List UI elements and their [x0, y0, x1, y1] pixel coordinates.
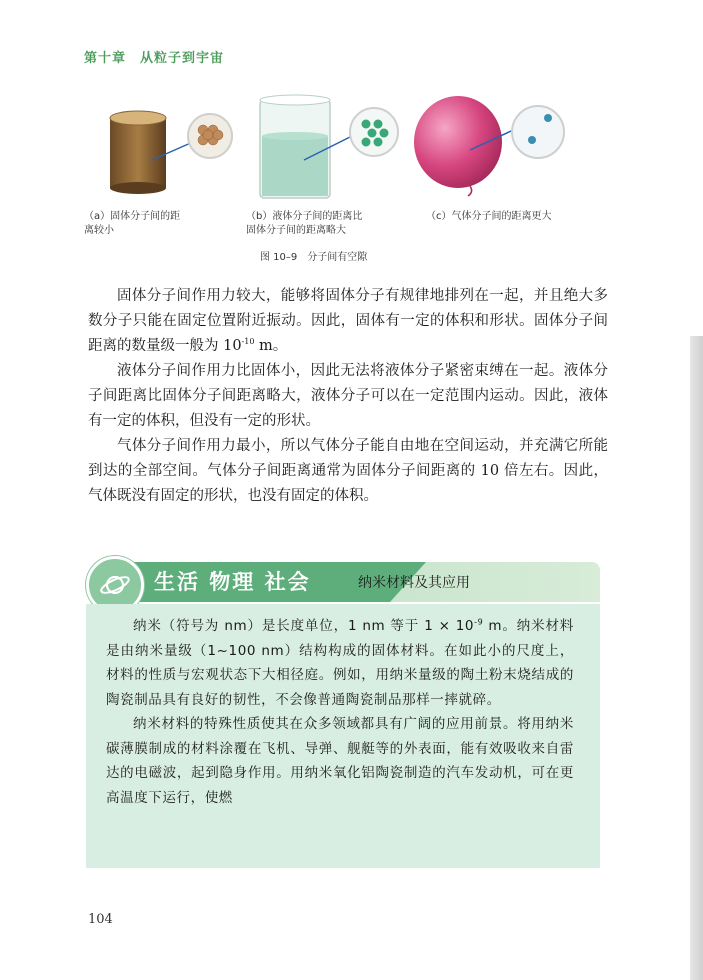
box-subtitle: 纳米材料及其应用 — [358, 575, 470, 591]
box-title: 生活 物理 社会 — [154, 570, 311, 594]
box-paragraph-2: 纳米材料的特殊性质使其在众多领域都具有广阔的应用前景。将用纳米碳薄膜制成的材料涂覆在飞机、导弹、舰艇等的外表面，能有效吸收来自雷达的电磁波，起到隐身作用。用纳米氧化铝陶瓷制造的汽车发动机，可在更高温度下运行，使燃 — [106, 716, 574, 806]
paragraph-liquid: 液体分子间作用力比固体小，因此无法将液体分子紧密束缚在一起。液体分子间距离比固体分子间距离略大，液体分子可以在一定范围内运动。因此，液体有一定的体积，但没有一定的形状。 — [88, 363, 608, 429]
caption-b: （b）液体分子间的距离比 固体分子间的距离略大 — [246, 211, 363, 236]
box-paragraph-1: 纳米（符号为 nm）是长度单位，1 nm 等于 $1 \times 10^{-9}$ m。纳米材料是由纳米量级（1~100 nm）结构构成的固体材料。在如此小的尺度上，材料的性质与宏观状态下大相径庭。例如，用纳米量级的陶土粉末烧结成的陶瓷制品具有良好的韧性，不会像普通陶瓷制品那样一摔就碎。 — [106, 617, 574, 708]
caption-a: （a）固体分子间的距 离较小 — [84, 211, 181, 236]
main-text — [88, 284, 608, 509]
figure-10-9 — [84, 90, 604, 240]
liquid-beaker-illustration — [254, 90, 404, 205]
paragraph-solid: 固体分子间作用力较大，能够将固体分子有规律地排列在一起，并且绝大多数分子只能在固定位置附近振动。因此，固体有一定的体积和形状。固体分子间距离的数量级一般为 $10^{-10}$ m。 — [88, 288, 608, 354]
caption-c: （c）气体分子间的距离更大 — [426, 211, 552, 222]
box-body — [86, 604, 600, 868]
chapter-header: 第十章 从粒子到宇宙 — [84, 51, 225, 66]
paragraph-gas: 气体分子间作用力最小，所以气体分子能自由地在空间运动，并充满它所能到达的全部空间。气体分子间距离通常为固体分子间距离的 10 倍左右。因此，气体既没有固定的形状，也没有固定的体积。 — [88, 438, 608, 504]
solid-log-illustration — [104, 100, 244, 200]
box-text — [106, 614, 574, 810]
page-edge — [690, 336, 703, 980]
sidebar-box — [86, 560, 600, 868]
box-header — [86, 560, 600, 604]
page-number: 104 — [88, 912, 113, 927]
gas-balloon-illustration — [412, 94, 592, 204]
figure-title: 图 10–9 分子间有空隙 — [260, 252, 368, 263]
